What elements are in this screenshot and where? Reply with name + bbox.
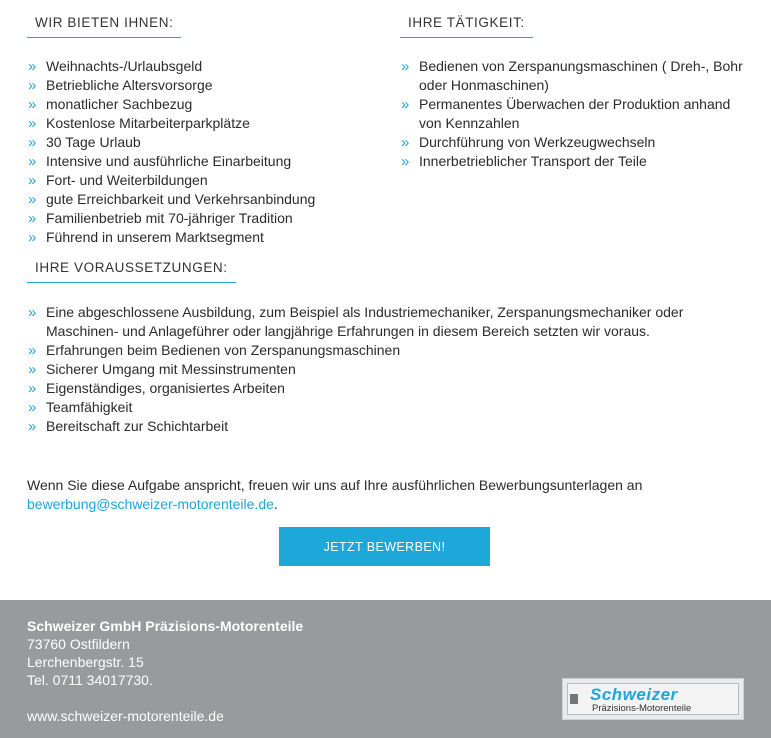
chevron-double-right-icon: » [28, 399, 37, 416]
tasks-list [400, 57, 745, 171]
list-item: » Bedienen von Zerspanungsmaschinen ( Dreh-, Bohr oder Honmaschinen) [401, 58, 743, 93]
logo-name: Schweizer [590, 685, 678, 704]
list-item: » Teamfähigkeit [28, 399, 133, 416]
contact-suffix: . [273, 496, 278, 512]
phone: Tel. 0711 34017730. [27, 672, 153, 688]
list-item: » Permanentes Überwachen der Produktion anhand von Kennzahlen [401, 96, 731, 131]
list-item: » Intensive und ausführliche Einarbeitung [28, 153, 292, 170]
list-item: » 30 Tage Urlaub [28, 134, 141, 151]
list-item: » Weihnachts-/Urlaubsgeld [28, 58, 203, 75]
chevron-double-right-icon: » [28, 77, 37, 94]
chevron-double-right-icon: » [401, 134, 410, 151]
list-item: » Sicherer Umgang mit Messinstrumenten [28, 361, 296, 378]
company-logo [562, 678, 744, 720]
requirements-list [27, 303, 727, 436]
chevron-double-right-icon: » [28, 96, 37, 113]
email-link[interactable]: bewerbung@schweizer-motorenteile.de [27, 496, 274, 512]
apply-button[interactable]: JETZT BEWERBEN! [279, 527, 490, 566]
list-item: » Kostenlose Mitarbeiterparkplätze [28, 115, 250, 132]
list-item: » Erfahrungen beim Bedienen von Zerspanungsmaschinen [28, 342, 401, 359]
chevron-double-right-icon: » [28, 115, 37, 132]
list-item: » gute Erreichbarkeit und Verkehrsanbindung [28, 191, 316, 208]
chevron-double-right-icon: » [401, 96, 410, 113]
chevron-double-right-icon: » [28, 229, 37, 246]
contact-text [27, 476, 727, 514]
tasks-section [400, 13, 745, 171]
chevron-double-right-icon: » [401, 153, 410, 170]
requirements-section [27, 258, 727, 436]
list-item: » Betriebliche Altersvorsorge [28, 77, 213, 94]
logo-mark-icon [570, 694, 578, 704]
chevron-double-right-icon: » [28, 380, 37, 397]
offers-title: WIR BIETEN IHNEN: [27, 13, 181, 38]
chevron-double-right-icon: » [28, 304, 37, 321]
offers-list [27, 57, 372, 247]
city: 73760 Ostfildern [27, 636, 130, 652]
list-item: » Eigenständiges, organisiertes Arbeiten [28, 380, 285, 397]
list-item: » Führend in unserem Marktsegment [28, 229, 264, 246]
requirements-title: IHRE VORAUSSETZUNGEN: [27, 258, 236, 283]
chevron-double-right-icon: » [28, 361, 37, 378]
list-item: » Durchführung von Werkzeugwechseln [401, 134, 656, 151]
contact-sentence: Wenn Sie diese Aufgabe anspricht, freuen wir uns auf Ihre ausführlichen Bewerbungsunterlagen an [27, 477, 643, 493]
list-item: » monatlicher Sachbezug [28, 96, 193, 113]
list-item: » Eine abgeschlossene Ausbildung, zum Beispiel als Industriemechaniker, Zerspanungsmechaniker oder Maschinen- und Anlageführer oder langjährige Erfahrungen in diesem Bereich setzten wir voraus. [28, 304, 684, 339]
offers-section [27, 13, 372, 247]
list-item: » Familienbetrieb mit 70-jähriger Tradition [28, 210, 293, 227]
street: Lerchenbergstr. 15 [27, 654, 144, 670]
chevron-double-right-icon: » [28, 191, 37, 208]
chevron-double-right-icon: » [28, 58, 37, 75]
chevron-double-right-icon: » [28, 134, 37, 151]
tasks-title: IHRE TÄTIGKEIT: [400, 13, 533, 38]
chevron-double-right-icon: » [28, 172, 37, 189]
website-link[interactable]: www.schweizer-motorenteile.de [27, 708, 224, 724]
chevron-double-right-icon: » [28, 210, 37, 227]
chevron-double-right-icon: » [28, 153, 37, 170]
list-item: » Innerbetrieblicher Transport der Teile [401, 153, 647, 170]
footer-address [27, 617, 303, 689]
footer [0, 600, 771, 738]
chevron-double-right-icon: » [401, 58, 410, 75]
logo-subtitle: Präzisions-Motorenteile [592, 703, 692, 714]
list-item: » Fort- und Weiterbildungen [28, 172, 208, 189]
list-item: » Bereitschaft zur Schichtarbeit [28, 418, 229, 435]
chevron-double-right-icon: » [28, 342, 37, 359]
chevron-double-right-icon: » [28, 418, 37, 435]
company-name: Schweizer GmbH Präzisions-Motorenteile [27, 618, 304, 634]
